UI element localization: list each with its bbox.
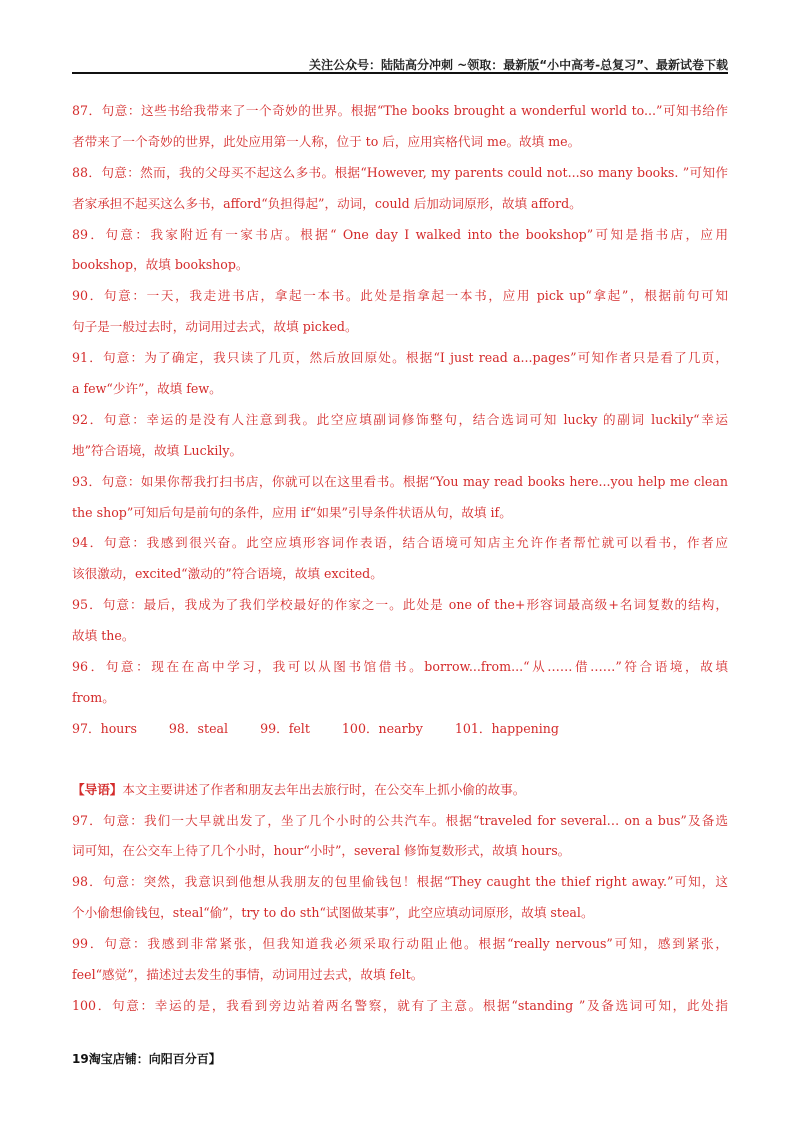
explanation-line: 96．句意：现在在高中学习，我可以从图书馆借书。borrow...from...“从……借……”符合语境，故填 (72, 659, 728, 675)
answer-item: 99．felt (260, 720, 310, 736)
explanation-line: 89．句意：我家附近有一家书店。根据“ One day I walked into the bookshop”可知是指书店，应用 (72, 226, 728, 242)
explanation-line: 91．句意：为了确定，我只读了几页，然后放回原处。根据“I just read a...pages”可知作者只是看了几页， (72, 350, 728, 366)
answer-item: 97．hours (72, 720, 137, 736)
explanation-line: from。 (72, 689, 115, 705)
explanation-line: 该很激动，excited“激动的”符合语境，故填 excited。 (72, 566, 383, 582)
explanation-line: 词可知，在公交车上待了几个小时，hour“小时”，several 修饰复数形式，故填 hours。 (72, 843, 571, 859)
explanation-line: 故填 the。 (72, 628, 135, 644)
explanation-line: 句子是一般过去时，动词用过去式，故填 picked。 (72, 319, 358, 335)
spacer (72, 745, 728, 775)
answer-list (72, 714, 728, 745)
page-header: 关注公众号：陆陆高分冲刺 ~领取：最新版“小中高考-总复习”、最新试卷下载 (309, 58, 728, 72)
answer-item: 98．steal (168, 720, 229, 736)
explanation-line: 95．句意：最后，我成为了我们学校最好的作家之一。此处是 one of the+形容词最高级+名词复数的结构， (72, 597, 728, 613)
explanation-line: 94．句意：我感到很兴奋。此空应填形容词作表语，结合语境可知店主允许作者帮忙就可以看书，作者应 (72, 535, 728, 551)
explanation-line: 87．句意：这些书给我带来了一个奇妙的世界。根据“The books brought a wonderful world to...”可知书给作 (72, 103, 728, 118)
explanation-line: 者带来了一个奇妙的世界，此处应用第一人称，位于 to 后，应用宾格代词 me。故填 me。 (72, 133, 581, 149)
page-footer: 19淘宝店铺：向阳百分百】 (72, 1052, 221, 1066)
explanation-line: 93．句意：如果你帮我打扫书店，你就可以在这里看书。根据“You may read books here...you help me clean (72, 473, 728, 489)
explanation-line: feel“感觉”，描述过去发生的事情，动词用过去式，故填 felt。 (72, 967, 424, 983)
explanation-line: 者家承担不起买这么多书，afford“负担得起”，动词，could 后加动词原形，故填 afford。 (72, 195, 582, 211)
explanation-line: 97．句意：我们一大早就出发了，坐了几个小时的公共汽车。根据“traveled for several… on a bus”及备选 (72, 812, 728, 828)
explanation-line: the shop”可知后句是前句的条件，应用 if“如果”引导条件状语从句，故填 if。 (72, 504, 512, 520)
explanation-line: 98．句意：突然，我意识到他想从我朋友的包里偷钱包！根据“They caught the thief right away.”可知，这 (72, 874, 728, 890)
explanation-line: bookshop，故填 bookshop。 (72, 257, 249, 273)
explanation-line: 个小偷想偷钱包，steal“偷”，try to do sth“试图做某事”，此空应填动词原形，故填 steal。 (72, 905, 594, 921)
explanation-line: 100．句意：幸运的是，我看到旁边站着两名警察，就有了主意。根据“standing ”及备选词可知，此处指 (72, 997, 728, 1013)
guide-line (72, 775, 728, 806)
explanations-97-100 (72, 806, 728, 1022)
answer-item: 100．nearby (341, 720, 423, 736)
explanation-line: 88．句意：然而，我的父母买不起这么多书。根据“However, my parents could not...so many books. ”可知作 (72, 164, 728, 180)
explanation-line: 99．句意：我感到非常紧张，但我知道我必须采取行动阻止他。根据“really nervous”可知，感到紧张， (72, 936, 728, 952)
header-divider (72, 72, 728, 74)
answer-item: 101．happening (454, 720, 559, 736)
explanation-line: a few“少许”，故填 few。 (72, 381, 222, 397)
explanation-line: 90．句意：一天，我走进书店，拿起一本书。此处是指拿起一本书，应用 pick up“拿起”，根据前句可知 (72, 288, 728, 304)
explanations-87-96 (72, 96, 728, 714)
explanation-line: 92．句意：幸运的是没有人注意到我。此空应填副词修饰整句，结合选词可知 lucky 的副词 luckily“幸运 (72, 411, 728, 427)
explanation-line: 地”符合语境，故填 Luckily。 (72, 442, 243, 458)
answer-content (72, 96, 728, 1022)
guide-text: 本文主要讲述了作者和朋友去年出去旅行时，在公交车上抓小偷的故事。 (122, 781, 526, 797)
guide-mark: 【导语】 (72, 781, 123, 797)
